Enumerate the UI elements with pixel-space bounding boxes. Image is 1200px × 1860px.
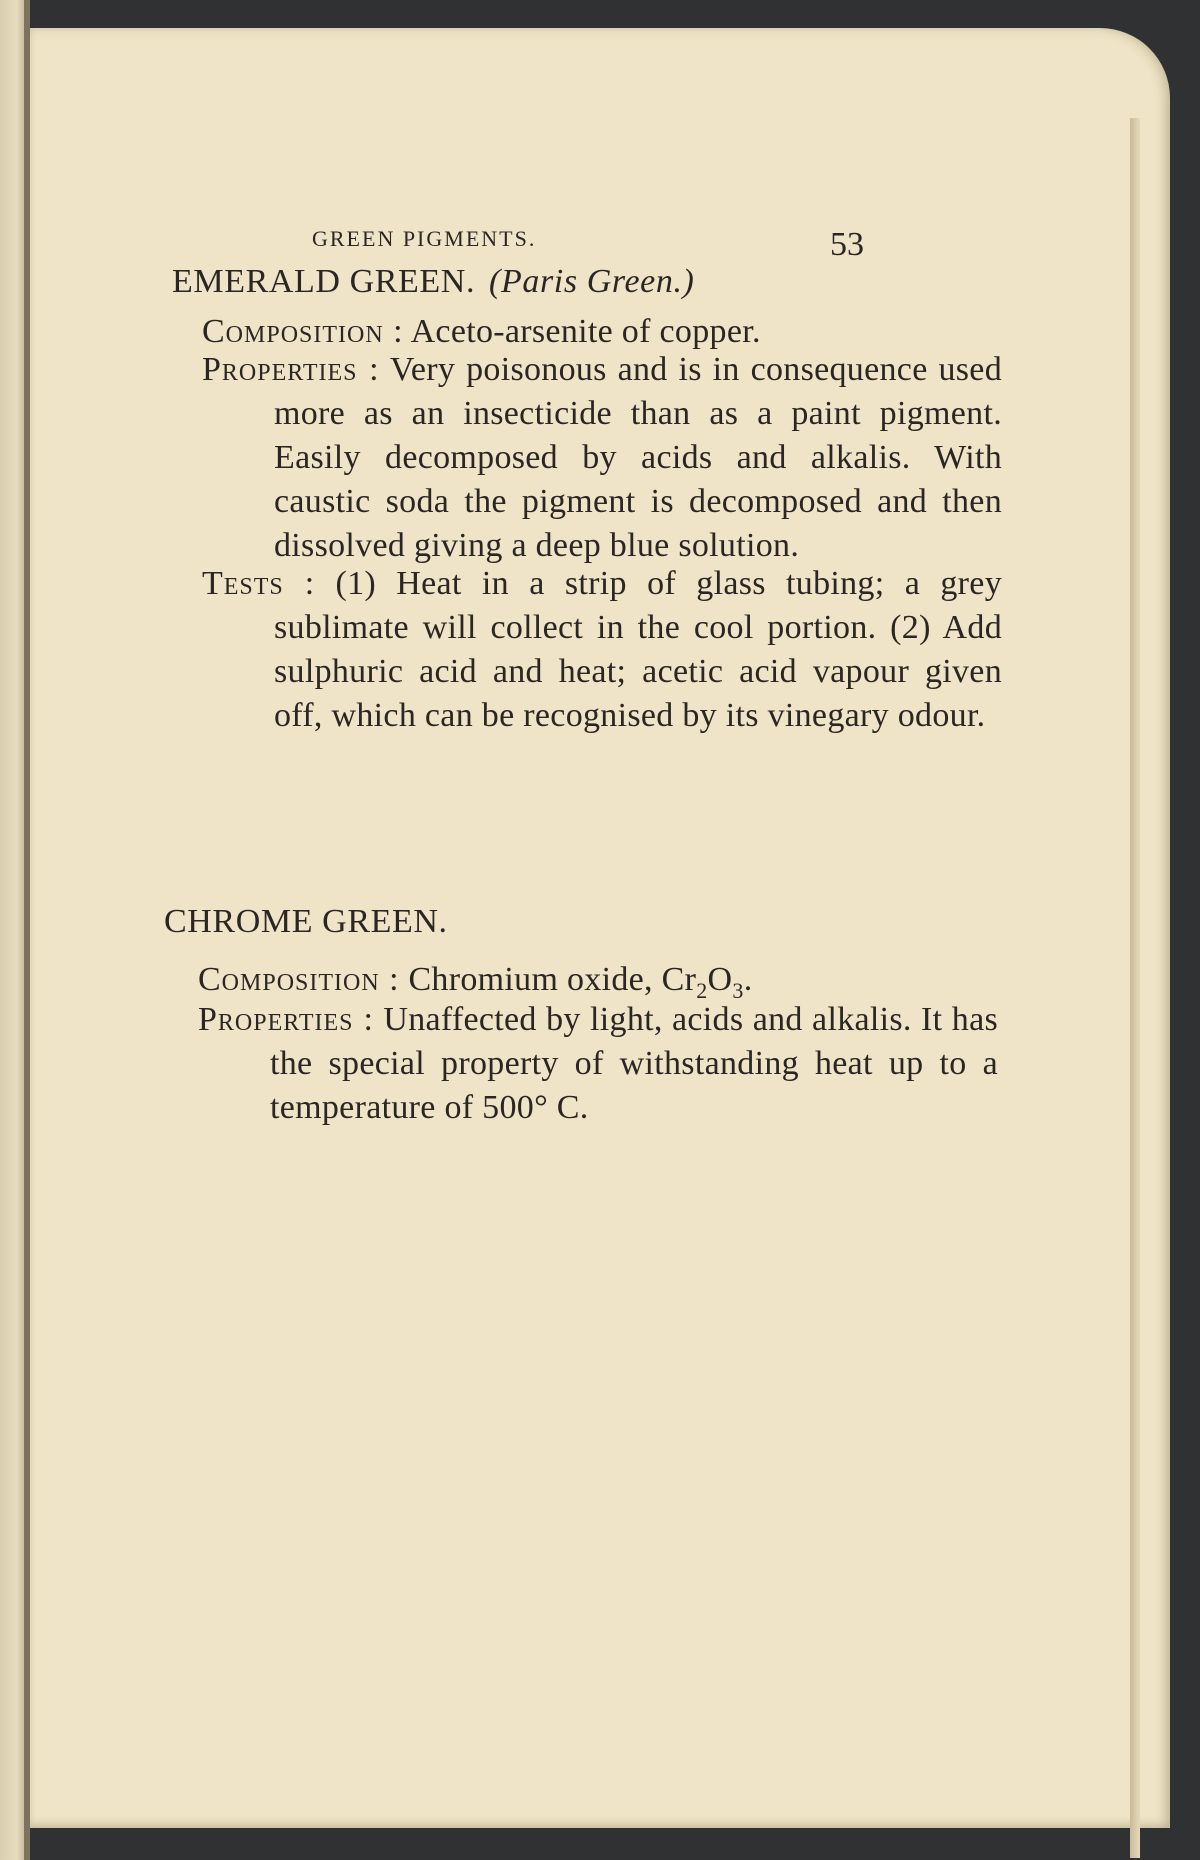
properties-text: Very poisonous and is in consequence used more as an insecticide than as a paint pigment. Easily decomposed by acids and alkalis. With caustic soda the pigment is decomposed and then dissolved giving a deep blue solution. (274, 351, 1002, 564)
tests-text: (1) Heat in a strip of glass tubing; a grey sublimate will collect in the cool portion. (2) Add sulphuric acid and heat; acetic acid vapour given off, which can be recognised by its vinegary odour. (274, 565, 1002, 734)
book-page (30, 28, 1170, 1828)
chrome-green-details (198, 958, 998, 1130)
composition-label: Composition : (198, 961, 400, 998)
entry-alt-name: (Paris Green.) (489, 263, 695, 300)
properties-paragraph (198, 998, 998, 1130)
composition-end: . (743, 961, 753, 998)
tests-label: Tests : (202, 565, 316, 602)
entry-name: CHROME GREEN. (164, 903, 448, 940)
subscript: 3 (732, 977, 744, 1003)
entry-name: EMERALD GREEN. (172, 263, 476, 300)
properties-text: Unaffected by light, acids and alkalis. It has the special property of withstanding heat up to a temperature of 500° C. (270, 1001, 998, 1126)
entry-title-emerald-green (172, 260, 694, 304)
entry-title-chrome-green (164, 900, 448, 944)
properties-label: Properties : (198, 1001, 374, 1038)
page-number: 53 (830, 226, 864, 263)
composition-label: Composition : (202, 313, 404, 350)
emerald-green-details (202, 310, 1002, 738)
properties-label: Properties : (202, 351, 380, 388)
subscript: 2 (696, 977, 708, 1003)
properties-paragraph (202, 348, 1002, 568)
tests-paragraph (202, 562, 1002, 738)
composition-text: Aceto-arsenite of copper. (410, 313, 761, 350)
running-head: GREEN PIGMENTS. (312, 226, 537, 251)
composition-formula: O (707, 961, 733, 998)
composition-text: Chromium oxide, Cr (408, 961, 697, 998)
page-edge (1130, 118, 1140, 1858)
composition-paragraph (198, 958, 998, 1002)
